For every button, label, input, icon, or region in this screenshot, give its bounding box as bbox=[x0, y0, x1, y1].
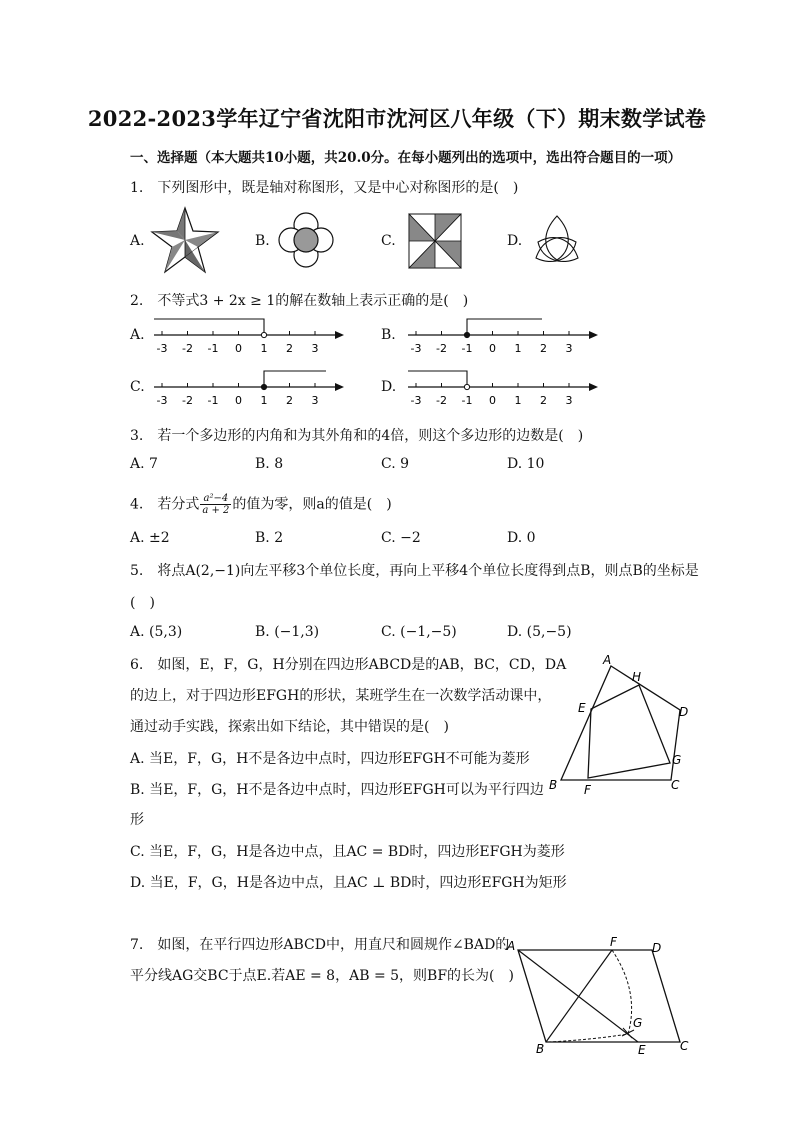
q1-stem: 1. 下列图形中，既是轴对称图形，又是中心对称图形的是( ) bbox=[130, 180, 519, 196]
axis-arrow-icon bbox=[589, 331, 598, 339]
tick-label: 1 bbox=[260, 342, 268, 355]
tick-label: 2 bbox=[540, 394, 547, 407]
tick-label: -3 bbox=[156, 394, 168, 407]
solution-bracket bbox=[264, 371, 326, 387]
tick-label: 0 bbox=[235, 342, 242, 355]
tick-label: 3 bbox=[311, 394, 319, 407]
q6-point-h: H bbox=[632, 670, 642, 684]
q5-option-b: B. (−1,3) bbox=[255, 624, 320, 640]
tick-label: -3 bbox=[156, 342, 168, 355]
q2-label-d: D. bbox=[381, 379, 397, 395]
q6-point-d: D bbox=[679, 705, 689, 719]
tick-label: -1 bbox=[207, 394, 219, 407]
pinwheel-figure-icon bbox=[407, 212, 463, 270]
axis-arrow-icon bbox=[335, 383, 344, 391]
q5-option-c: C. (−1,−5) bbox=[381, 624, 457, 640]
solution-bracket bbox=[154, 319, 264, 335]
q5-option-a: A. (5,3) bbox=[130, 624, 183, 640]
q6-option-c: C. 当E，F，G，H是各边中点，且AC = BD时，四边形EFGH为菱形 bbox=[130, 844, 565, 860]
q7-point-f: F bbox=[610, 935, 617, 949]
q7-point-d: D bbox=[652, 941, 662, 955]
q5-stem-paren: ( ) bbox=[130, 595, 155, 611]
q1-label-d: D. bbox=[507, 233, 523, 249]
q7-point-g: G bbox=[633, 1016, 643, 1030]
number-line-a bbox=[150, 315, 350, 361]
q4-fraction bbox=[200, 493, 231, 516]
axis-arrow-icon bbox=[335, 331, 344, 339]
q2-label-b: B. bbox=[381, 327, 396, 343]
q4-denominator: a + 2 bbox=[202, 505, 230, 516]
q3-option-a: A. 7 bbox=[130, 456, 158, 472]
q6-option-b: B. 当E，F，G，H不是各边中点时，四边形EFGH可以为平行四边 bbox=[130, 782, 544, 798]
q7-point-a: A bbox=[507, 939, 516, 953]
star-figure-icon bbox=[150, 206, 220, 274]
q4-stem bbox=[130, 493, 392, 516]
tick-label: 2 bbox=[540, 342, 547, 355]
tick-label: -3 bbox=[410, 342, 422, 355]
q4-option-b: B. 2 bbox=[255, 530, 284, 546]
tick-label: 1 bbox=[514, 394, 522, 407]
tick-label: -3 bbox=[410, 394, 422, 407]
tick-label: 3 bbox=[565, 394, 573, 407]
q7-line-2: 平分线AG交BC于点E.若AE = 8，AB = 5，则BF的长为( ) bbox=[130, 968, 514, 984]
q6-point-a: A bbox=[603, 653, 612, 667]
q7-point-b: B bbox=[536, 1042, 545, 1056]
q6-line-2: 的边上，对于四边形EFGH的形状，某班学生在一次数学活动课中， bbox=[130, 688, 552, 704]
q3-option-d: D. 10 bbox=[507, 456, 545, 472]
section-heading: 一、选择题（本大题共10小题，共20.0分。在每小题列出的选项中，选出符合题目的一项） bbox=[130, 150, 682, 166]
solution-bracket bbox=[467, 319, 542, 335]
q6-point-c: C bbox=[671, 778, 680, 792]
closed-point bbox=[261, 384, 266, 389]
number-line-d bbox=[404, 367, 604, 413]
q6-option-b-wrap: 形 bbox=[130, 812, 144, 828]
tick-label: 0 bbox=[235, 394, 242, 407]
tick-label: 2 bbox=[286, 342, 293, 355]
q4-numerator: a²−4 bbox=[200, 493, 231, 505]
tick-label: 1 bbox=[260, 394, 268, 407]
q4-option-d: D. 0 bbox=[507, 530, 536, 546]
q6-point-g: G bbox=[672, 753, 682, 767]
tick-label: -2 bbox=[182, 342, 193, 355]
q7-line-1: 7. 如图，在平行四边形ABCD中，用直尺和圆规作∠BAD的 bbox=[130, 937, 510, 953]
q4-stem-pre: 4. 若分式 bbox=[130, 496, 200, 513]
axis-arrow-icon bbox=[589, 383, 598, 391]
q4-option-c: C. −2 bbox=[381, 530, 421, 546]
four-petal-figure-icon bbox=[278, 212, 334, 268]
q1-label-a: A. bbox=[130, 233, 145, 249]
number-line-b bbox=[404, 315, 604, 361]
tick-label: -1 bbox=[461, 394, 473, 407]
q6-point-e: E bbox=[578, 701, 586, 715]
q1-label-c: C. bbox=[381, 233, 396, 249]
number-line-c bbox=[150, 367, 350, 413]
q6-option-a: A. 当E，F，G，H不是各边中点时，四边形EFGH不可能为菱形 bbox=[130, 751, 530, 767]
tick-label: 0 bbox=[489, 342, 496, 355]
q6-option-d: D. 当E，F，G，H是各边中点，且AC ⊥ BD时，四边形EFGH为矩形 bbox=[130, 875, 567, 891]
q7-point-e: E bbox=[638, 1043, 646, 1057]
q7-parallelogram-figure bbox=[500, 932, 700, 1062]
closed-point bbox=[464, 332, 469, 337]
q2-stem: 2. 不等式3 + 2x ≥ 1的解在数轴上表示正确的是( ) bbox=[130, 293, 469, 309]
q6-point-f: F bbox=[584, 783, 591, 797]
tick-label: 3 bbox=[565, 342, 573, 355]
q5-stem: 5. 将点A(2,−1)向左平移3个单位长度，再向上平移4个单位长度得到点B，则点B的坐标是 bbox=[130, 563, 699, 579]
q7-point-c: C bbox=[680, 1039, 689, 1053]
triquetra-figure-icon bbox=[532, 212, 582, 268]
q6-line-1: 6. 如图，E，F，G，H分别在四边形ABCD是的AB，BC，CD，DA bbox=[130, 657, 567, 673]
open-point bbox=[464, 384, 469, 389]
q6-point-b: B bbox=[549, 778, 558, 792]
page-title: 2022-2023学年辽宁省沈阳市沈河区八年级（下）期末数学试卷 bbox=[87, 106, 707, 131]
tick-label: 0 bbox=[489, 394, 496, 407]
q3-option-c: C. 9 bbox=[381, 456, 410, 472]
solution-bracket bbox=[408, 371, 467, 387]
tick-label: 1 bbox=[514, 342, 522, 355]
tick-label: -2 bbox=[436, 394, 447, 407]
q6-quadrilateral-figure bbox=[545, 650, 695, 800]
open-point bbox=[261, 332, 266, 337]
q2-label-a: A. bbox=[130, 327, 145, 343]
q2-label-c: C. bbox=[130, 379, 145, 395]
q1-label-b: B. bbox=[255, 233, 270, 249]
tick-label: -2 bbox=[436, 342, 447, 355]
q6-line-3: 通过动手实践，探索出如下结论，其中错误的是( ) bbox=[130, 719, 449, 735]
tick-label: 2 bbox=[286, 394, 293, 407]
q4-option-a: A. ±2 bbox=[130, 530, 170, 546]
tick-label: -2 bbox=[182, 394, 193, 407]
tick-label: 3 bbox=[311, 342, 319, 355]
q3-stem: 3. 若一个多边形的内角和为其外角和的4倍，则这个多边形的边数是( ) bbox=[130, 428, 584, 444]
tick-label: -1 bbox=[461, 342, 473, 355]
tick-label: -1 bbox=[207, 342, 219, 355]
q4-stem-post: 的值为零，则a的值是( ) bbox=[232, 496, 392, 513]
q5-option-d: D. (5,−5) bbox=[507, 624, 572, 640]
q3-option-b: B. 8 bbox=[255, 456, 284, 472]
